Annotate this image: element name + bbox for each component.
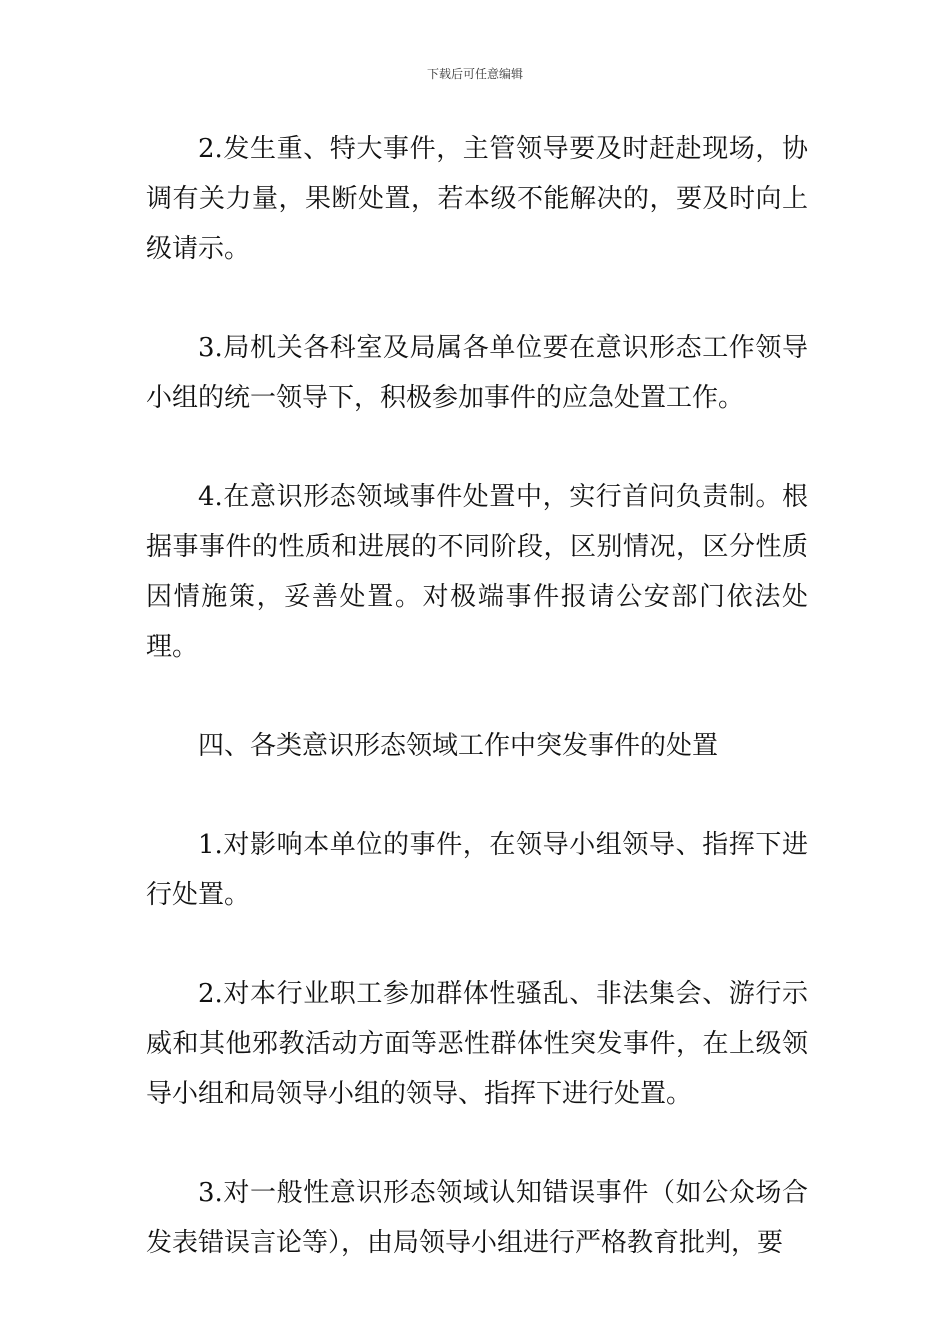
paragraph-item-2: 2.发生重、特大事件，主管领导要及时赶赴现场，协调有关力量，果断处置，若本级不能解决的，要及时向上级请示。 — [146, 134, 808, 264]
document-body — [146, 124, 808, 1268]
paragraph-item-4: 4.在意识形态领域事件处置中，实行首问负责制。根据事事件的性质和进展的不同阶段，区别情况，区分性质因情施策，妥善处置。对极端事件报请公安部门依法处理。 — [146, 482, 808, 662]
paragraph-section4-item-3: 3.对一般性意识形态领域认知错误事件（如公众场合发表错误言论等），由局领导小组进行严格教育批判，要 — [146, 1178, 808, 1258]
section-heading-4: 四、各类意识形态领域工作中突发事件的处置 — [198, 731, 719, 761]
paragraph-section4-item-1: 1.对影响本单位的事件，在领导小组领导、指挥下进行处置。 — [146, 830, 808, 910]
page-header: 下载后可任意编辑 — [426, 67, 523, 81]
paragraph-item-3: 3.局机关各科室及局属各单位要在意识形态工作领导小组的统一领导下，积极参加事件的应急处置工作。 — [146, 333, 808, 413]
paragraph-section4-item-2: 2.对本行业职工参加群体性骚乱、非法集会、游行示威和其他邪教活动方面等恶性群体性突发事件，在上级领导小组和局领导小组的领导、指挥下进行处置。 — [146, 979, 808, 1109]
